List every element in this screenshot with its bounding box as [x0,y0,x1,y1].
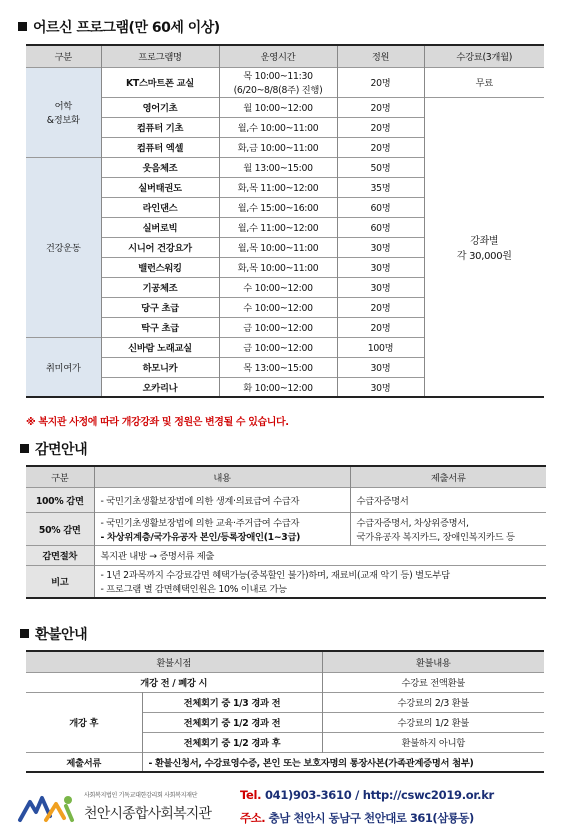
program-name: 영어기초 [101,97,219,117]
programs-table [26,44,544,398]
reduction-row [26,545,546,565]
refund-value: 수강료의 2/3 환불 [322,692,544,712]
reduction-row [26,565,546,598]
refund-table [26,650,544,773]
program-fee-free: 무료 [424,67,544,97]
reduction-content: 복지관 내방 → 증명서류 제출 [94,545,546,565]
refund-point: 전체회기 중 1/2 경과 전 [142,712,322,732]
program-capacity: 30명 [337,257,424,277]
programs-header-name: 프로그램명 [101,45,219,67]
program-name: 탁구 초급 [101,317,219,337]
programs-header-row [26,45,544,67]
reduction-label: 50% 감면 [26,512,94,545]
program-name: 하모니카 [101,357,219,377]
program-time: 월 10:00~12:00 [219,97,337,117]
refund-row [26,692,544,712]
program-time: 금 10:00~12:00 [219,337,337,357]
program-row [26,67,544,97]
program-time: 화,목 11:00~12:00 [219,177,337,197]
program-time: 화 10:00~12:00 [219,377,337,397]
program-capacity: 20명 [337,317,424,337]
program-time: 목 10:00~11:30 (6/20~8/8(8주) 진행) [219,67,337,97]
program-time: 월,목 10:00~11:00 [219,237,337,257]
reduction-docs: 수급자증명서 [350,487,546,512]
program-group-label: 취미여가 [26,337,101,397]
program-name: 컴퓨터 기초 [101,117,219,137]
program-name: 당구 초급 [101,297,219,317]
reduction-content: - 국민기초생활보장법에 의한 교육·주거급여 수급자 - 차상위계층/국가유공자 본인/등록장애인(1~3급) [94,512,350,545]
program-capacity: 35명 [337,177,424,197]
program-capacity: 20명 [337,297,424,317]
contact-line [240,788,494,802]
program-capacity: 30명 [337,357,424,377]
program-time: 월 13:00~15:00 [219,157,337,177]
refund-header-point: 환불시점 [26,651,322,672]
program-capacity: 60명 [337,217,424,237]
program-capacity: 20명 [337,117,424,137]
program-capacity: 30명 [337,277,424,297]
notice-text: ※ 복지관 사정에 따라 개강강좌 및 정원은 변경될 수 있습니다. [26,417,289,428]
refund-header-content: 환불내용 [322,651,544,672]
welfare-center-logo [16,790,80,830]
reduction-docs: 수급자증명서, 차상위증명서, 국가유공자 복지카드, 장애인복지카드 등 [350,512,546,545]
refund-row [26,672,544,692]
square-bullet-icon [18,22,27,31]
refund-value: 수강료의 1/2 환불 [322,712,544,732]
programs-header-capacity: 정원 [337,45,424,67]
program-capacity: 20명 [337,97,424,117]
reduction-row [26,487,546,512]
program-time: 수 10:00~12:00 [219,277,337,297]
reduction-table [26,465,546,599]
program-time: 화,금 10:00~11:00 [219,137,337,157]
org-subtitle: 사회복지법인 기독교대한감리회 사회복지재단 [84,792,198,799]
reduction-content: - 국민기초생활보장법에 의한 생계·의료급여 수급자 [94,487,350,512]
programs-section-title: 어르신 프로그램(만 60세 이상) [18,17,220,37]
program-time: 목 13:00~15:00 [219,357,337,377]
refund-docs-value: - 환불신청서, 수강료영수증, 본인 또는 보호자명의 통장사본(가족관계증명서 첨부) [142,752,544,772]
program-capacity: 50명 [337,157,424,177]
program-time: 월,수 15:00~16:00 [219,197,337,217]
program-group-label: 어학 &정보화 [26,67,101,157]
program-name: 시니어 건강요가 [101,237,219,257]
reduction-row [26,512,546,545]
reduction-header-docs: 제출서류 [350,466,546,487]
reduction-section-title: 감면안내 [20,439,87,459]
address-value: 충남 천안시 동남구 천안대로 361(삼룡동) [268,811,474,825]
refund-value: 환불하지 아니함 [322,732,544,752]
program-capacity: 60명 [337,197,424,217]
square-bullet-icon [20,629,29,638]
reduction-header-content: 내용 [94,466,350,487]
program-capacity: 20명 [337,67,424,97]
program-name: 오카리나 [101,377,219,397]
tel-value[interactable]: 041)903-3610 / http://cswc2019.or.kr [264,788,494,802]
reduction-label: 감면절차 [26,545,94,565]
program-name: KT스마트폰 교실 [101,67,219,97]
program-name: 밸런스워킹 [101,257,219,277]
refund-point: 개강 전 / 폐강 시 [140,678,208,689]
program-group-label: 건강운동 [26,157,101,337]
address-line [240,810,474,826]
program-name: 신바람 노래교실 [101,337,219,357]
reduction-label: 비고 [26,565,94,598]
program-capacity: 30명 [337,237,424,257]
refund-point: 전체회기 중 1/3 경과 전 [142,692,322,712]
program-row [26,97,544,117]
program-time: 수 10:00~12:00 [219,297,337,317]
reduction-content: - 1년 2과목까지 수강료감면 혜택가능(중복할인 불가)하며, 재료비(교재 악기 등) 별도부담 - 프로그램 별 감면혜택인원은 10% 이내로 가능 [94,565,546,598]
program-capacity: 20명 [337,137,424,157]
program-time: 화,목 10:00~11:00 [219,257,337,277]
program-name: 컴퓨터 엑셀 [101,137,219,157]
program-capacity: 30명 [337,377,424,397]
refund-docs-label: 제출서류 [66,757,102,769]
refund-value: 수강료 전액환불 [322,672,544,692]
program-time: 금 10:00~12:00 [219,317,337,337]
square-bullet-icon [20,444,29,453]
program-name: 웃음체조 [101,157,219,177]
program-name: 라인댄스 [101,197,219,217]
refund-row [26,752,544,772]
program-fee-paid: 강좌별 각 30,000원 [424,97,544,397]
program-capacity: 100명 [337,337,424,357]
program-name: 실버태권도 [101,177,219,197]
reduction-label: 100% 감면 [26,487,94,512]
program-name: 실버로빅 [101,217,219,237]
refund-point: 전체회기 중 1/2 경과 후 [142,732,322,752]
programs-header-fee: 수강료(3개월) [424,45,544,67]
tel-label: Tel. [240,788,262,802]
program-time: 월,수 10:00~11:00 [219,117,337,137]
programs-header-time: 운영시간 [219,45,337,67]
program-name: 기공체조 [101,277,219,297]
address-label: 주소. [240,811,266,825]
refund-section-title: 환불안내 [20,624,87,644]
program-time: 월,수 11:00~12:00 [219,217,337,237]
programs-header-category: 구분 [26,45,101,67]
reduction-header-category: 구분 [26,466,94,487]
refund-after-label: 개강 후 [69,718,99,729]
org-name: 천안시종합사회복지관 [84,806,212,822]
